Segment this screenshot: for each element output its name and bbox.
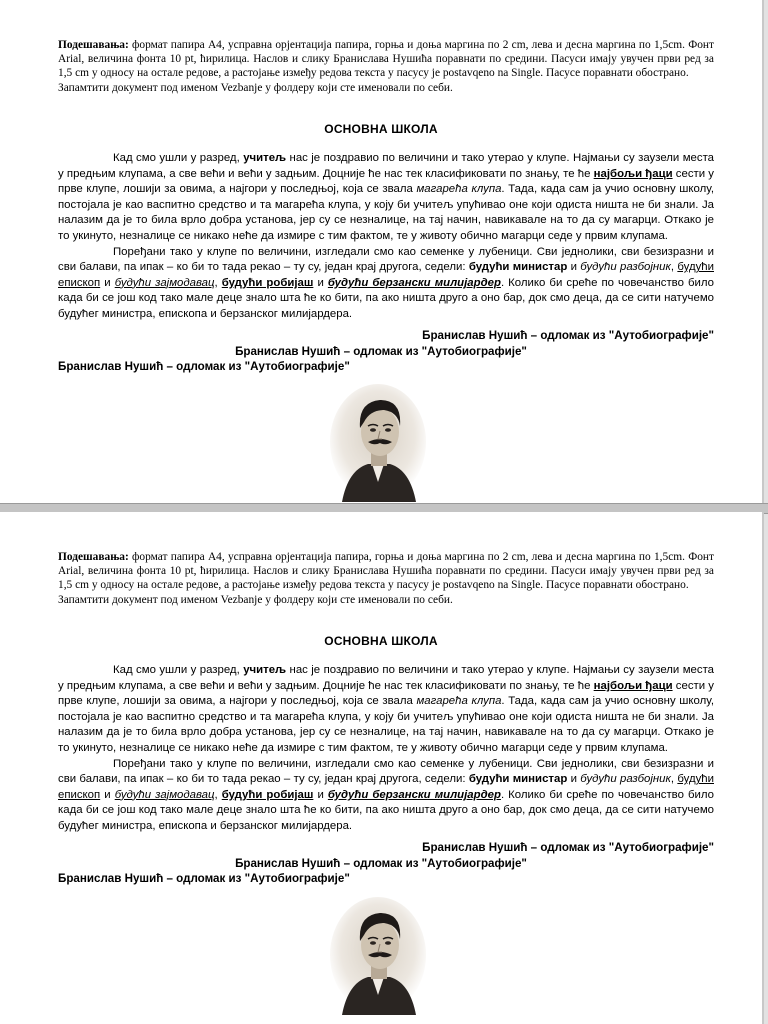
text-run: и xyxy=(567,261,581,274)
signature-center: Бранислав Нушић – одломак из "Аутобиографије" xyxy=(235,857,527,870)
paragraph-2 xyxy=(58,757,714,835)
italic-run: будући разбојник xyxy=(580,773,671,786)
bold-italic-underline-run: будући берзански милијардер xyxy=(327,276,501,289)
text-run: Кад смо ушли у разред, xyxy=(113,664,244,676)
paragraph-2 xyxy=(58,245,714,323)
portrait-photo-icon xyxy=(328,892,428,1018)
instructions-block xyxy=(58,38,714,95)
bold-italic-underline-run: будући берзански милијардер xyxy=(327,788,501,801)
text-run: и xyxy=(567,773,581,786)
italic-run: магарећа клупа xyxy=(416,695,502,708)
italic-run: будући разбојник xyxy=(580,261,671,274)
text-run: , xyxy=(670,261,678,274)
signature-right: Бранислав Нушић – одломак из "Аутобиографије" xyxy=(422,841,714,854)
text-run: . Тада, када сам ја учио основну школу, постојала је као васпитно средство и та магарећа клупа, у коју би учитељ упућивао оне који одиста ништа не би знали. Ја налазим да је то била врло добра установа, јер су се незналице, на тај начин, навикавале на то да су магарци. Откако је то укинуто, незналице се никако неће да измире с тим фактом, те у животу обично магарци седе у првим клупама. xyxy=(58,183,714,242)
underline-run: будући епископ xyxy=(58,773,714,801)
bold-underline-run: најбољи ђаци xyxy=(593,679,673,692)
bold-underline-run: будући робијаш xyxy=(221,788,314,801)
bold-run: будући министар xyxy=(468,773,568,786)
document-title: ОСНОВНА ШКОЛА xyxy=(324,122,438,136)
italic-run: магарећа клупа xyxy=(416,183,502,196)
text-run: . Колико би среће по човечанство било када би се још код тако мале деце знало шта ће ко бити, па ако ништа друго а оно бар, док смо деца, да се сити натучемо будућег министра, епископа и берзанског милијардера. xyxy=(58,788,714,832)
instructions-label: Подешавања: xyxy=(58,551,129,563)
portrait-photo-icon xyxy=(328,382,428,502)
body-text xyxy=(58,663,714,835)
document-title: ОСНОВНА ШКОЛА xyxy=(324,634,438,648)
text-run: Поређани тако у клупе по величини, изгледали смо као семенке у лубеници. Сви једнолики, сви безизразни и сви балави, па ипак – ко би то тада рекао – ту су, један крај другога, седели: xyxy=(58,757,714,786)
paragraph-1 xyxy=(58,151,714,245)
bold-underline-run: најбољи ђаци xyxy=(593,167,673,180)
instructions-text: формат папира А4, усправна орјентација папира, горња и доња маргина по 2 cm, лева и десна маргина по 1,5cm. Фонт Arial, величина фонта 10 pt, ћирилица. Наслов и слику Бранислава Нушића поравнати по средини. Пасуси имају увучен први ред за 1,5 cm у односу на остале редове, а растојање између редова текста у пасусу је postavqeno na Single. Пасусе поравнати обострано. xyxy=(58,551,714,592)
instructions-block xyxy=(58,550,714,607)
save-note: Запамтити документ под именом Vezbanje у фолдеру који сте именовали по себи. xyxy=(58,593,453,606)
text-run: . Тада, када сам ја учио основну школу, постојала је као васпитно средство и та магарећа клупа, у коју би учитељ упућивао оне који одиста ништа не би знали. Ја налазим да је то била врло добра установа, јер су се незналице, на тај начин, навикавале на то да су магарци. Откако је то укинуто, незналице се никако неће да измире с тим фактом, те у животу обично магарци седе у првим клупама. xyxy=(58,695,714,754)
bold-run: учитељ xyxy=(243,152,287,164)
text-run: нас је поздрaвио по величини и тако утерао у клупе. Најмањи су заузели места у предњим клупама, а све већи и већи у задњим. Доцније ће нас тек класификовати по знању, те ће xyxy=(58,664,715,692)
text-run: Кад смо ушли у разред, xyxy=(113,152,244,164)
signature-right: Бранислав Нушић – одломак из "Аутобиографије" xyxy=(422,329,714,342)
underline-run: будући епископ xyxy=(58,261,714,289)
text-run: и xyxy=(313,276,328,289)
text-run: . Колико би среће по човечанство било када би се још код тако мале деце знало шта ће ко бити, па ако ништа друго а оно бар, док смо деца, да се сити натучемо будућег министра, епископа и берзанског милијардера. xyxy=(58,276,714,320)
text-run: Поређани тако у клупе по величини, изгледали смо као семенке у лубеници. Сви једнолики, сви безизразни и сви балави, па ипак – ко би то тада рекао – ту су, један крај другога, седели: xyxy=(58,245,714,274)
paragraph-1 xyxy=(58,663,714,757)
text-run: нас је поздрaвио по величини и тако утерао у клупе. Најмањи су заузели места у предњим клупама, а све већи и већи у задњим. Доцније ће нас тек класификовати по знању, те ће xyxy=(58,152,715,180)
body-text xyxy=(58,151,714,323)
text-run: , xyxy=(214,276,222,289)
text-run: , xyxy=(670,773,678,786)
document-page-2 xyxy=(0,512,764,1024)
text-run: , xyxy=(214,788,222,801)
document-page-1 xyxy=(0,0,764,503)
italic-underline-run: будући зајмодавац xyxy=(114,788,215,801)
bold-run: учитељ xyxy=(243,664,287,676)
signature-left: Бранислав Нушић – одломак из "Аутобиографије" xyxy=(58,360,350,373)
instructions-text: формат папира А4, усправна орјентација папира, горња и доња маргина по 2 cm, лева и десна маргина по 1,5cm. Фонт Arial, величина фонта 10 pt, ћирилица. Наслов и слику Бранислава Нушића поравнати по средини. Пасуси имају увучен први ред за 1,5 cm у односу на остале редове, а растојање између редова текста у пасусу је postavqeno na Single. Пасусе поравнати обострано. xyxy=(58,39,714,80)
save-note: Запамтити документ под именом Vezbanje у фолдеру који сте именовали по себи. xyxy=(58,81,453,94)
bold-underline-run: будући робијаш xyxy=(221,276,314,289)
instructions-label: Подешавања: xyxy=(58,39,129,51)
text-run: и xyxy=(100,788,115,801)
italic-underline-run: будући зајмодавац xyxy=(114,276,215,289)
text-run: сести у прве клупе, лошији за овима, а најгори у последњој, која се звала xyxy=(58,167,714,196)
signature-left: Бранислав Нушић – одломак из "Аутобиографије" xyxy=(58,872,350,885)
text-run: и xyxy=(100,276,115,289)
text-run: сести у прве клупе, лошији за овима, а најгори у последњој, која се звала xyxy=(58,679,714,708)
signature-center: Бранислав Нушић – одломак из "Аутобиографије" xyxy=(235,345,527,358)
text-run: и xyxy=(313,788,328,801)
bold-run: будући министар xyxy=(468,261,568,274)
